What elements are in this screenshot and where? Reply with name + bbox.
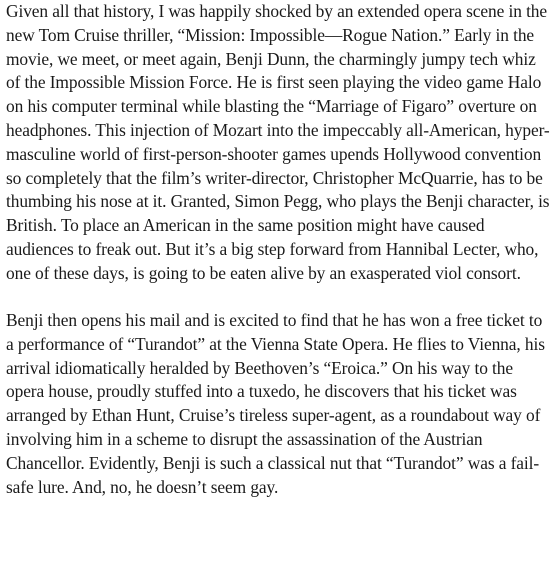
article-paragraph-1: Given all that history, I was happily shocked by an extended opera scene in the new Tom Cruise thriller, “Mission: Impossible—Rogue Nation.” Early in the movie, we meet, or meet again, Benji Dunn, the charmingly jumpy tech whiz of the Impossible Mission Force. He is first seen playing the video game Halo on his computer terminal while blasting the “Marriage of Figaro” overture on headphones. This injection of Mozart into the impeccably all-American, hyper-masculine world of first-person-shooter games upends Hollywood convention so completely that the film’s writer-director, Christopher McQuarrie, has to be thumbing his nose at it. Granted, Simon Pegg, who plays the Benji character, is British. To place an American in the same position might have caused audiences to freak out. But it’s a big step forward from Hannibal Lecter, who, one of these days, is going to be eaten alive by an exasperated viol consort.: [6, 1, 550, 283]
article-paragraph-2: Benji then opens his mail and is excited to find that he has won a free ticket to a performance of “Turandot” at the Vienna State Opera. He flies to Vienna, his arrival idiomatically heralded by Beethoven’s “Eroica.” On his way to the opera house, proudly stuffed into a tuxedo, he discovers that his ticket was arranged by Ethan Hunt, Cruise’s tireless super-agent, as a roundabout way of involving him in a scheme to disrupt the assassination of the Austrian Chancellor. Evidently, Benji is such a classical nut that “Turandot” was a fail-safe lure. And, no, he doesn’t seem gay.: [6, 309, 545, 497]
